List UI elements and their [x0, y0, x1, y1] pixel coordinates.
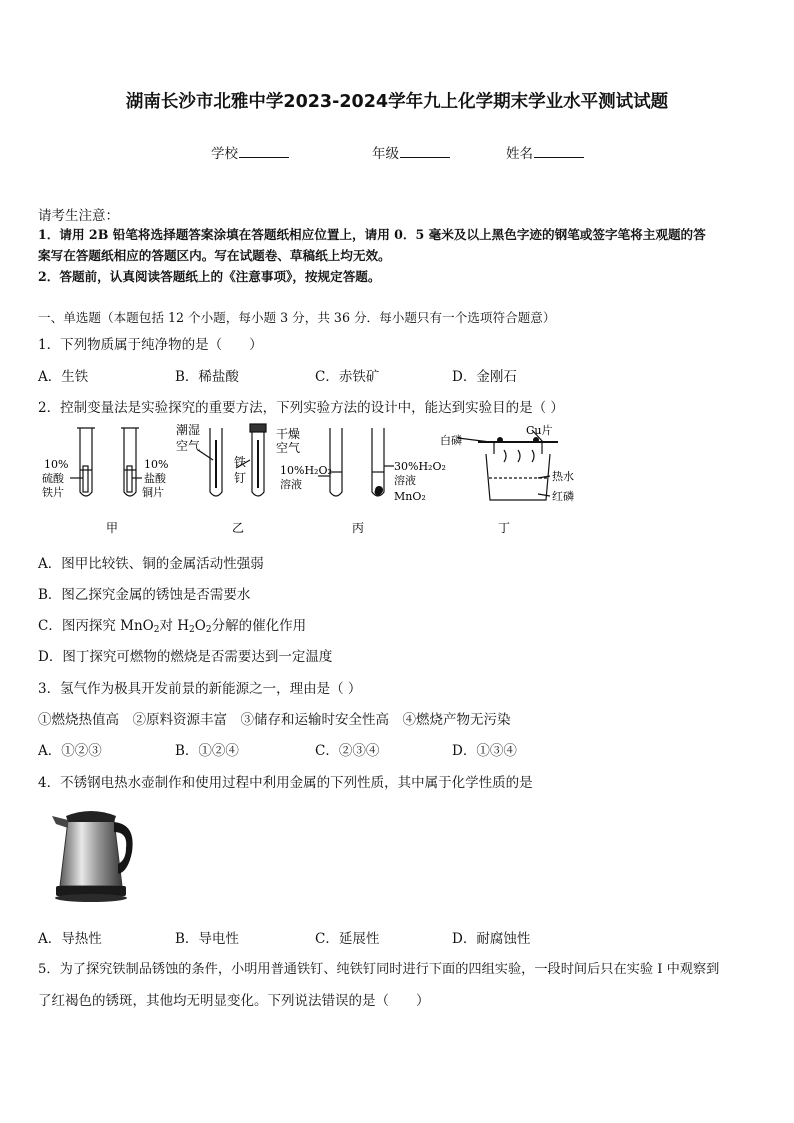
school-blank[interactable] — [239, 145, 289, 158]
svg-text:空气: 空气 — [176, 439, 201, 453]
option-b[interactable]: B．图乙探究金属的锈蚀是否需要水 — [38, 587, 251, 603]
svg-text:钉: 钉 — [234, 471, 247, 485]
question-stem: 2．控制变量法是实验探究的重要方法，下列实验方法的设计中，能达到实验目的是（ ） — [38, 400, 564, 416]
question-stem: 5．为了探究铁制品锈蚀的条件，小明用普通铁钉、纯铁钉同时进行下面的四组实验，一段时间后只在实验 I 中观察到 — [38, 962, 720, 977]
steam-icon — [504, 450, 534, 462]
option-c[interactable]: C．延展性 — [315, 931, 380, 947]
notice-line: 案写在答题纸相应的答题区内。写在试题卷、草稿纸上均无效。 — [38, 248, 391, 263]
name-blank[interactable] — [534, 145, 584, 158]
svg-text:热水: 热水 — [552, 470, 574, 483]
option-a[interactable]: A．生铁 — [38, 369, 89, 385]
svg-text:红磷: 红磷 — [552, 490, 574, 503]
svg-text:10%: 10% — [44, 458, 69, 471]
grade-blank[interactable] — [400, 145, 450, 158]
svg-text:硫酸: 硫酸 — [42, 472, 64, 485]
option-b[interactable]: B．稀盐酸 — [175, 369, 239, 385]
option-c[interactable]: C．②③④ — [315, 743, 380, 759]
svg-text:盐酸: 盐酸 — [144, 472, 166, 485]
figure-caption: 丁 — [498, 521, 511, 535]
svg-text:溶液: 溶液 — [394, 474, 416, 487]
grade-field: 年级 — [372, 142, 450, 162]
test-tube-icon — [330, 428, 342, 496]
svg-text:干燥: 干燥 — [276, 427, 301, 441]
option-b[interactable]: B．①②④ — [175, 743, 239, 759]
statement-list: ①燃烧热值高 ②原料资源丰富 ③储存和运输时安全性高 ④燃烧产物无污染 — [38, 712, 511, 728]
figure-caption: 丙 — [352, 521, 365, 535]
option-b[interactable]: B．导电性 — [175, 931, 239, 947]
question-stem: 4．不锈钢电热水壶制作和使用过程中利用金属的下列性质，其中属于化学性质的是 — [38, 775, 533, 791]
notice-line: 2．答题前，认真阅读答题纸上的《注意事项》，按规定答题。 — [38, 269, 381, 284]
question-stem: 3．氢气作为极具开发前景的新能源之一，理由是（ ） — [38, 681, 362, 697]
option-a[interactable]: A．①②③ — [38, 743, 102, 759]
option-c[interactable]: C．赤铁矿 — [315, 369, 380, 385]
option-c[interactable]: C．图丙探究 MnO$_2$对 $H_2O_2$分解的催化作用 — [38, 618, 307, 635]
stopper-icon — [250, 424, 266, 432]
figure-caption: 甲 — [106, 521, 119, 535]
option-a[interactable]: A．导热性 — [38, 931, 102, 947]
test-tube-icon — [124, 428, 136, 496]
test-tube-icon — [80, 428, 92, 496]
option-d[interactable]: D．①③④ — [452, 743, 517, 759]
svg-text:10%: 10% — [144, 458, 169, 471]
option-d[interactable]: D．金刚石 — [452, 369, 517, 385]
school-field: 学校 — [211, 142, 289, 162]
name-field: 姓名 — [506, 142, 584, 162]
svg-text:Cu片: Cu片 — [526, 424, 553, 437]
test-tube-icon — [372, 428, 384, 496]
question-stem: 1．下列物质属于纯净物的是（ ） — [38, 337, 263, 353]
option-d[interactable]: D．耐腐蚀性 — [452, 931, 531, 947]
svg-text:空气: 空气 — [276, 441, 301, 455]
spout-icon — [52, 816, 68, 828]
question-stem: 了红褐色的锈斑，其他均无明显变化。下列说法错误的是（ ） — [38, 993, 430, 1009]
svg-text:溶液: 溶液 — [280, 478, 302, 491]
option-d[interactable]: D．图丁探究可燃物的燃烧是否需要达到一定温度 — [38, 649, 333, 665]
page-title: 湖南长沙市北雅中学2023-2024学年九上化学期末学业水平测试试题 — [125, 92, 669, 112]
figure-caption: 乙 — [232, 521, 245, 535]
svg-text:10%H₂O₂: 10%H₂O₂ — [280, 464, 332, 477]
svg-text:铁片: 铁片 — [42, 486, 64, 499]
option-a[interactable]: A．图甲比较铁、铜的金属活动性强弱 — [38, 556, 264, 572]
section-heading: 一、单选题（本题包括 12 个小题，每小题 3 分，共 36 分．每小题只有一个选项符合题意） — [38, 310, 556, 325]
notice-line: 1．请用 2B 铅笔将选择题答案涂填在答题纸相应位置上，请用 0．5 毫米及以上黑色字迹的钢笔或签字笔将主观题的答 — [38, 227, 706, 242]
notice-heading: 请考生注意： — [38, 208, 119, 224]
svg-text:铁: 铁 — [234, 455, 247, 469]
experiment-figure — [38, 420, 578, 540]
svg-text:潮湿: 潮湿 — [176, 423, 201, 437]
svg-text:30%H₂O₂: 30%H₂O₂ — [394, 460, 446, 473]
kettle-image — [48, 802, 138, 906]
svg-text:白磷: 白磷 — [440, 434, 462, 447]
svg-text:铜片: 铜片 — [142, 486, 164, 499]
svg-text:MnO₂: MnO₂ — [394, 490, 426, 503]
